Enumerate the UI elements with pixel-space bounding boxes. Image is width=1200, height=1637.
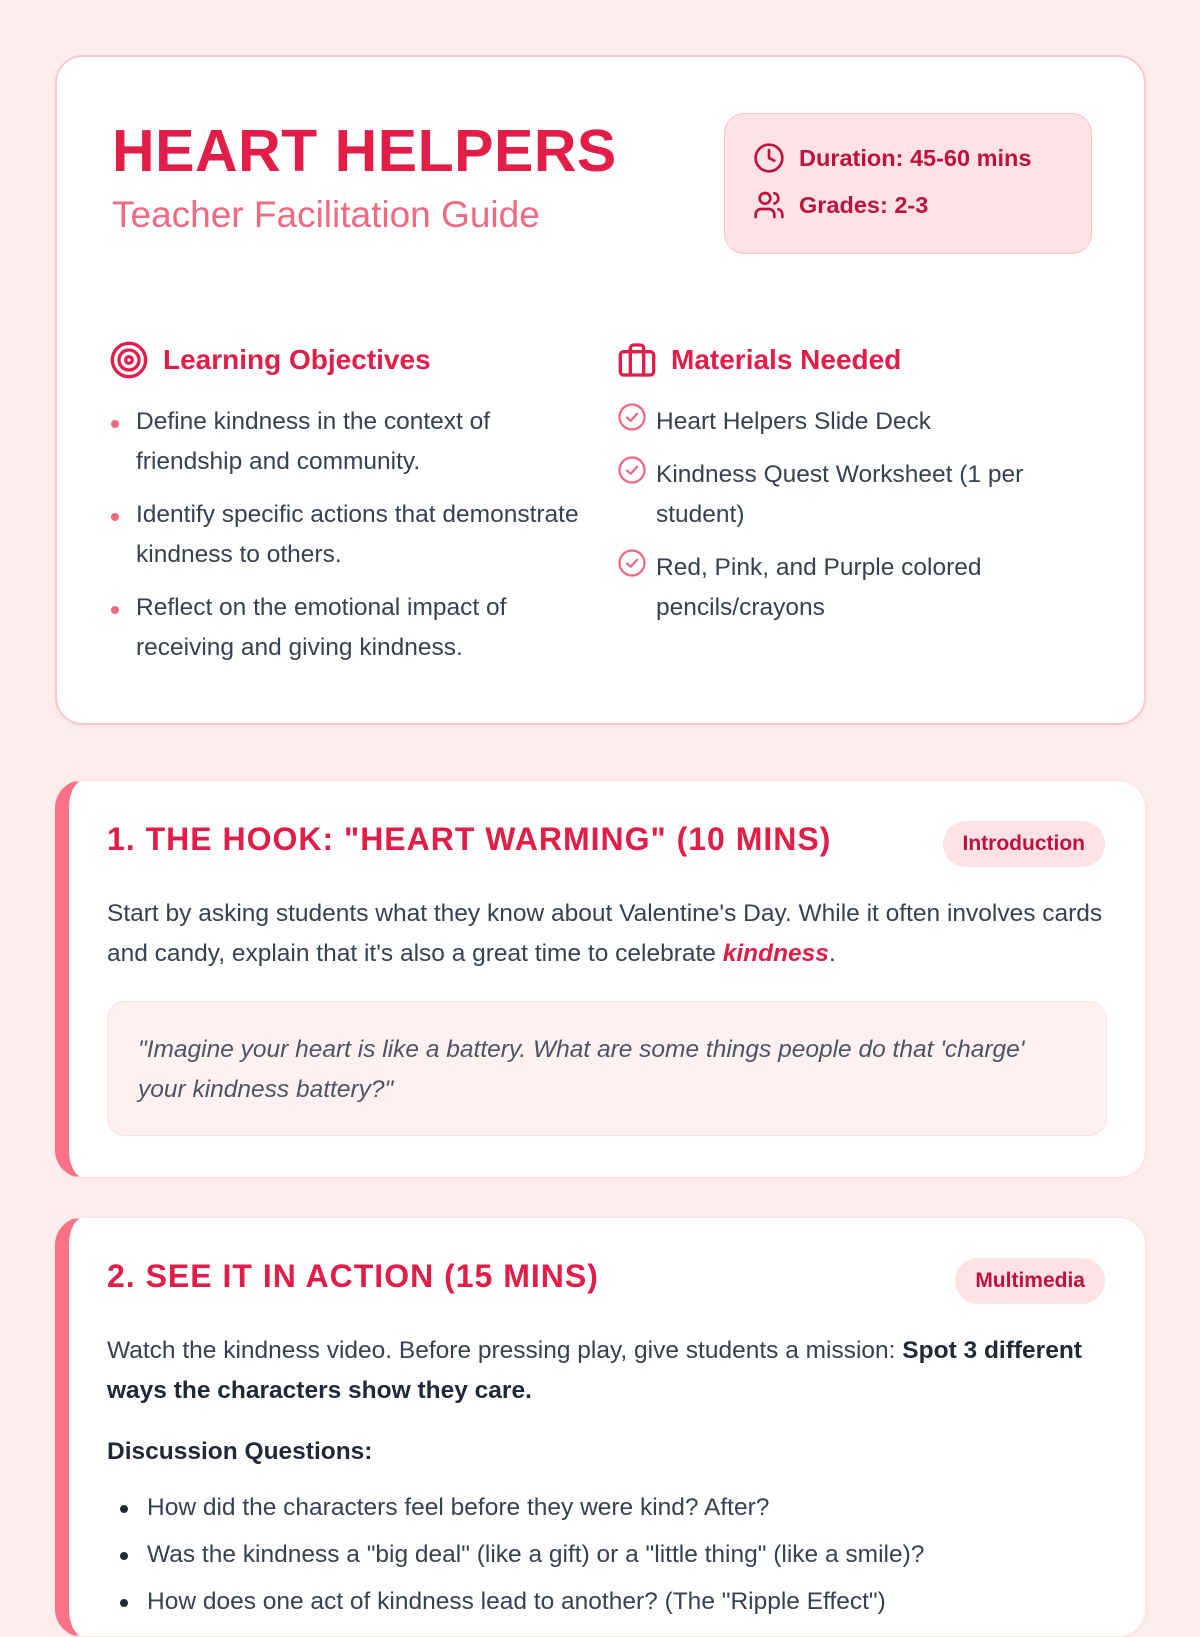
step-1-title: 1. THE HOOK: "HEART WARMING" (10 MINS) [107, 821, 832, 857]
duration-text: Duration: 45-60 mins [799, 144, 1032, 171]
discussion-questions [107, 1488, 1107, 1629]
step-1-tag: Introduction [943, 821, 1105, 867]
step-1-text [107, 894, 1117, 974]
step-1-text-intro: Start by asking students what they know about Valentine's Day. While it often involves cards and candy, explain that it's also a great time to celebrate [107, 900, 1103, 967]
grades-text: Grades: 2-3 [799, 191, 929, 218]
lesson-meta-box [724, 113, 1092, 254]
materials-list [617, 402, 1097, 641]
discussion-heading: Discussion Questions: [107, 1438, 373, 1465]
check-circle-icon [617, 402, 647, 432]
check-circle-icon [617, 455, 647, 485]
list-item: Reflect on the emotional impact of receiving and giving kindness. [109, 588, 579, 668]
list-item [617, 455, 1097, 535]
step-2-card [55, 1217, 1146, 1637]
step-2-title: 2. SEE IT IN ACTION (15 MINS) [107, 1258, 599, 1294]
target-icon [109, 340, 149, 380]
overview-card [55, 55, 1146, 725]
list-item: Identify specific actions that demonstrate kindness to others. [109, 495, 579, 575]
briefcase-icon [617, 340, 657, 380]
step-2-text-intro: Watch the kindness video. Before pressing play, give students a mission: [107, 1337, 903, 1364]
step-2-tag: Multimedia [955, 1258, 1105, 1304]
list-item: How does one act of kindness lead to another? (The "Ripple Effect") [107, 1582, 1107, 1622]
list-item [617, 402, 1097, 442]
objectives-heading [109, 340, 431, 380]
materials-heading-label: Materials Needed [671, 344, 902, 375]
users-icon [753, 189, 785, 221]
list-item: Define kindness in the context of friendship and community. [109, 402, 579, 482]
objectives-list [109, 402, 579, 681]
duration-row [753, 142, 1031, 174]
step-2-mission: Spot 3 different ways the characters show they care. [107, 1337, 1082, 1404]
list-item [617, 548, 1097, 628]
clock-icon [753, 142, 785, 174]
materials-heading [617, 340, 901, 380]
list-item: How did the characters feel before they were kind? After? [107, 1488, 1107, 1528]
step-2-text [107, 1331, 1117, 1411]
material-label: Kindness Quest Worksheet (1 per student) [656, 461, 1024, 528]
step-1-text-end: . [828, 940, 836, 967]
grades-row [753, 189, 928, 221]
list-item: Was the kindness a "big deal" (like a gift) or a "little thing" (like a smile)? [107, 1535, 1107, 1575]
check-circle-icon [617, 548, 647, 578]
page-subtitle: Teacher Facilitation Guide [112, 194, 540, 235]
kindness-highlight: kindness [722, 940, 829, 967]
step-1-card [55, 780, 1146, 1178]
objectives-heading-label: Learning Objectives [163, 344, 431, 375]
material-label: Red, Pink, and Purple colored pencils/crayons [656, 554, 982, 621]
step-1-quote: "Imagine your heart is like a battery. What are some things people do that 'charge' your kindness battery?" [107, 1001, 1107, 1136]
material-label: Heart Helpers Slide Deck [656, 408, 932, 435]
page-title: HEART HELPERS [112, 118, 617, 184]
